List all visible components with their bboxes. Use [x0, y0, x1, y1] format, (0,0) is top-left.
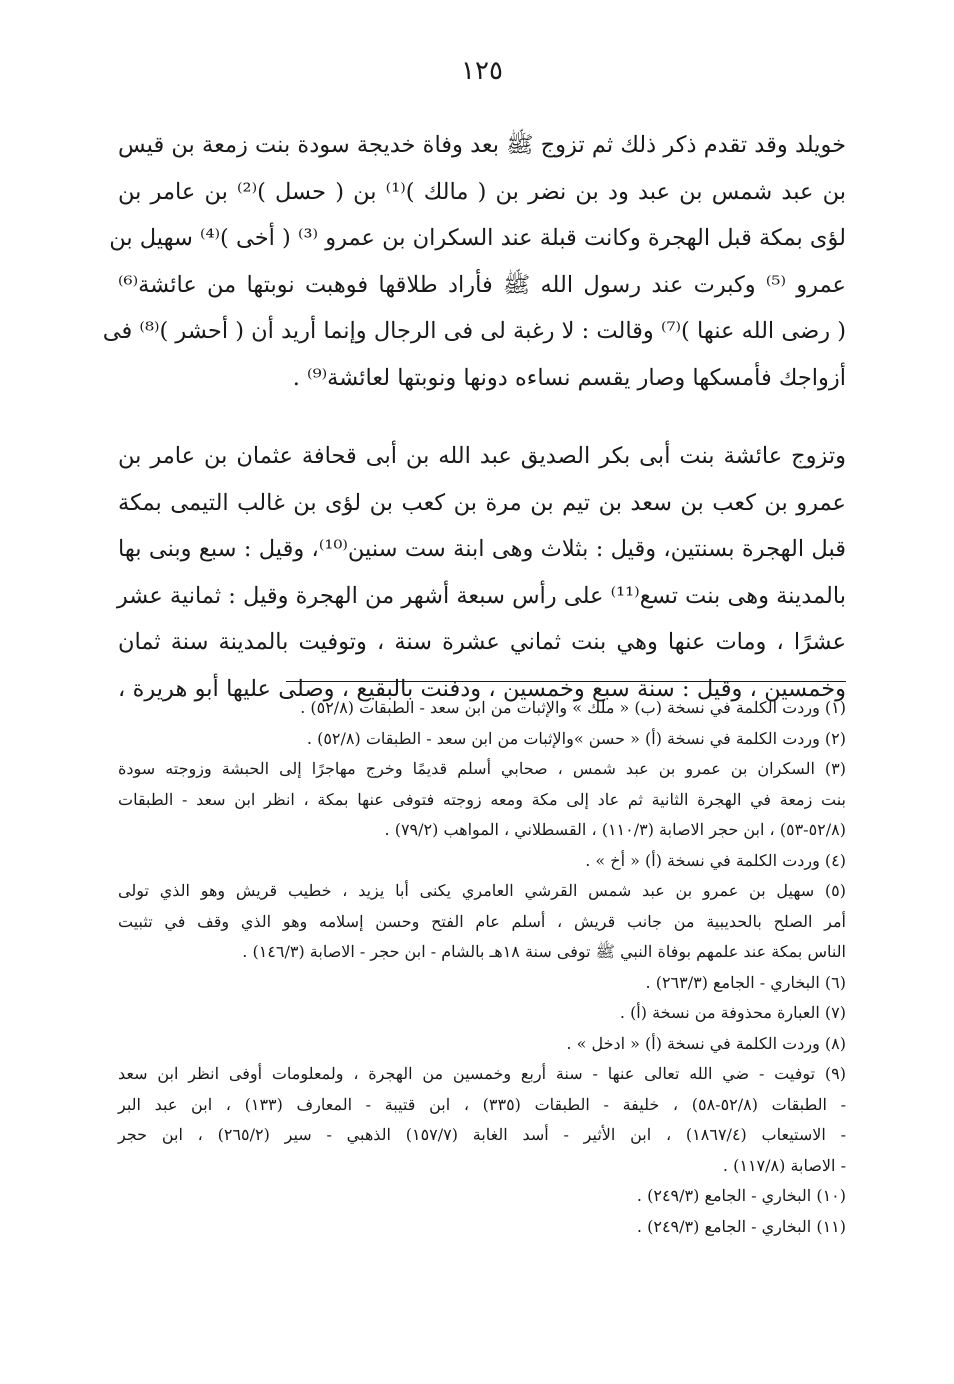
footnote	[118, 754, 846, 846]
text-line: وخمسين ، وقيل : سنة سبع وخمسين ، ودفنت بالبقيع ، وصلى عليها أبو هريرة ،	[118, 675, 846, 702]
footnote-line: - الاستيعاب (١٨٦٧/٤) ، ابن الأثير - أسد الغابة (١٥٧/٧) الذهبي - سير (٢٦٥/٢) ، ابن حجر	[118, 1125, 847, 1144]
footnote-line: (٣) السكران بن عمرو بن عبد شمس ، صحابي أسلم قديمًا وخرج مهاجرًا إلى الحبشة وزوجته سودة	[118, 759, 846, 778]
footnote-line: الناس بمكة عند علمهم بوفاة النبي ﷺ توفى سنة ١٨هـ بالشام - ابن حجر - الاصابة (١٤٦/٣) .	[242, 942, 846, 961]
text-line: بالمدينة وهى بنت تسع⁽¹¹⁾ على رأس سبعة أشهر من الهجرة وقيل : ثمانية عشر	[116, 582, 846, 609]
footnote	[118, 846, 846, 877]
footnote-separator	[286, 681, 846, 682]
paragraph-aisha	[118, 433, 846, 712]
footnote-line: بنت زمعة في الهجرة الثانية ثم عاد إلى مكة ومعه زوجته فتوفى عنها بمكة ، انظر ابن سعد - الطبقات	[118, 789, 846, 809]
text-line: عمرو ⁽⁵⁾ وكبرت عند رسول الله ﷺ فأراد طلاقها فوهبت نوبتها من عائشة⁽⁶⁾	[118, 271, 846, 298]
text-line: لؤى بمكة قبل الهجرة وكانت قبلة عند السكران بن عمرو ⁽³⁾ ( أخى )⁽⁴⁾ سهيل بن	[109, 225, 846, 251]
footnote-line: (١٠) البخاري - الجامع (٢٤٩/٣) .	[636, 1186, 846, 1205]
footnote	[118, 1059, 846, 1181]
page-number: ١٢٥	[461, 56, 503, 86]
footnotes	[118, 693, 846, 1242]
paragraph-gap	[118, 401, 846, 433]
footnote	[118, 1029, 846, 1060]
footnote	[118, 1212, 846, 1243]
footnote	[118, 1181, 846, 1212]
footnote	[118, 876, 846, 968]
footnote	[118, 998, 846, 1029]
footnote-line: (٤) وردت الكلمة في نسخة (أ) « أخ » .	[585, 850, 846, 870]
text-line: بن عبد شمس بن عبد ود بن نضر بن ( مالك )⁽¹⁾ بن ( حسل )⁽²⁾ بن عامر بن	[118, 178, 846, 205]
footnote-line: (٧) العبارة محذوفة من نسخة (أ) .	[619, 1003, 846, 1022]
footnote-line: (٨) وردت الكلمة في نسخة (أ) « ادخل » .	[566, 1033, 846, 1053]
text-line: عشرًا ، ومات عنها وهي بنت ثماني عشرة سنة ، وتوفيت بالمدينة سنة ثمان	[118, 629, 846, 655]
paragraph-sawda	[102, 122, 846, 401]
footnote	[118, 693, 846, 724]
footnote-line: أمر الصلح بالحديبية من جانب قريش ، أسلم عام الفتح وحسن إسلامه وهو الذي وقف في تثبيت	[118, 911, 846, 931]
footnote-line: (١) وردت الكلمة في نسخة (ب) « ملك » والإثبات من ابن سعد - الطبقات (٥٢/٨) .	[300, 698, 846, 717]
book-page	[102, 0, 847, 1384]
footnote-line: (٩) توفيت - ضي الله تعالى عنها - سنة أربع وخمسين من الهجرة ، ولمعلومات أوفى انظر ابن سعد	[118, 1064, 846, 1083]
text-line: ( رضى الله عنها )⁽⁷⁾ وقالت : لا رغبة لى فى الرجال وإنما أريد أن ( أحشر )⁽⁸⁾ فى	[102, 318, 846, 344]
footnote-line: (٦) البخاري - الجامع (٢٦٣/٣) .	[645, 972, 846, 992]
main-text	[102, 122, 847, 712]
footnote-line: (١١) البخاري - الجامع (٢٤٩/٣) .	[636, 1216, 846, 1236]
footnote	[118, 724, 846, 755]
text-line: خويلد وقد تقدم ذكر ذلك ثم تزوج ﷺ بعد وفاة خديجة سودة بنت زمعة بن قيس	[118, 132, 846, 158]
footnote-line: (٥٢/٨-٥٣) ، ابن حجر الاصابة (١١٠/٣) ، القسطلاني ، المواهب (٧٩/٢) .	[384, 820, 846, 839]
footnote-line: (٢) وردت الكلمة في نسخة (أ) « حسن »والإثبات من ابن سعد - الطبقات (٥٢/٨) .	[306, 728, 846, 748]
footnote	[118, 968, 846, 999]
text-line: أزواجك فأمسكها وصار يقسم نساءه دونها ونوبتها لعائشة⁽⁹⁾ .	[292, 364, 846, 391]
footnote-line: - الطبقات (٥٢/٨-٥٨) ، خليفة - الطبقات (٣٣٥) ، ابن قتيبة - المعارف (١٣٣) ، ابن عبد البر	[118, 1094, 847, 1114]
text-line: عمرو بن كعب بن سعد بن تيم بن مرة بن كعب بن لؤى بن غالب التيمى بمكة	[118, 489, 846, 516]
text-line: قبل الهجرة بسنتين، وقيل : بثلاث وهى ابنة ست سنين⁽¹⁰⁾، وقيل : سبع وبنى بها	[118, 536, 847, 562]
footnote-line: (٥) سهيل بن عمرو بن عبد شمس القرشي العامري يكنى أبا يزيد ، خطيب قريش وهو الذي تولى	[118, 881, 846, 900]
footnote-line: - الاصابة (١١٧/٨) .	[722, 1155, 846, 1175]
text-line: وتزوج عائشة بنت أبى بكر الصديق عبد الله بن أبى قحافة عثمان بن عامر بن	[118, 443, 846, 469]
